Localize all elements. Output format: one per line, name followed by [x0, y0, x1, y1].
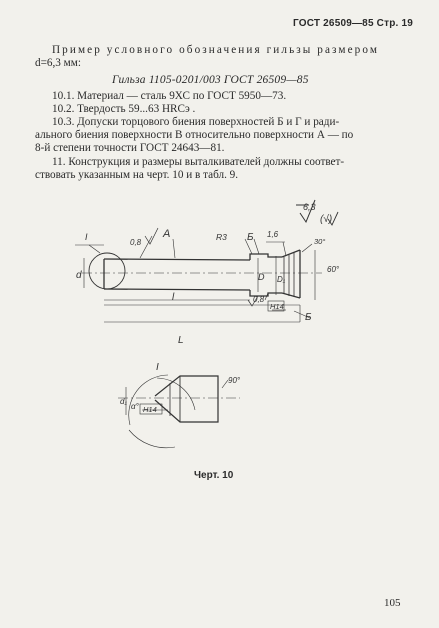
page-header: ГОСТ 26509—85 Стр. 19: [293, 18, 413, 29]
figure-caption: Черт. 10: [194, 470, 234, 481]
designation-example: Гильза 1105-0201/003 ГОСТ 26509—85: [112, 74, 309, 86]
dim-big-l-label: L: [178, 335, 184, 346]
dim-big-d-label: D: [258, 272, 265, 282]
detail-angle-alpha-label: α°: [131, 402, 139, 411]
item-10-3-line2: ального биения поверхности В относительно поверхности А — по: [35, 129, 354, 141]
example-intro-line: Пример условного обозначения гильзы размером: [52, 44, 380, 56]
roughness-face-label: 0,8: [253, 295, 265, 304]
item-10-3-line3: 8-й степени точности ГОСТ 24643—81.: [35, 142, 225, 154]
detail-h14-label: Н14: [143, 405, 157, 414]
view-label: I: [85, 232, 88, 242]
roughness-main-label: 0,8: [130, 238, 142, 247]
item-10-2: 10.2. Твердость 59...63 HRCэ .: [52, 103, 196, 115]
dim-d-label: d: [76, 270, 82, 281]
item-11-line1: 11. Конструкция и размеры выталкивателей должны соответ-: [52, 156, 345, 168]
detail-d1-label: d₁: [120, 397, 127, 406]
h14-label: Н14: [270, 302, 284, 311]
surface-b-label: Б: [305, 312, 312, 323]
chamfer-label: 1,6: [267, 230, 279, 239]
surface-a-label: A: [163, 228, 171, 240]
radius-label: R3: [216, 232, 227, 242]
item-10-1: 10.1. Материал — сталь 9ХС по ГОСТ 5950—73.: [52, 90, 287, 102]
dim-l-label: l: [172, 292, 175, 303]
roughness-bracket-label: (√): [320, 214, 333, 225]
item-11-line2: ствовать указанным на черт. 10 и в табл. 9.: [35, 169, 239, 181]
item-10-3-line1: 10.3. Допуски торцового биения поверхностей Б и Г и ради-: [52, 116, 340, 128]
angle-60-label: 60°: [327, 265, 340, 274]
detail-view-label: I: [156, 362, 159, 373]
chamfer-angle-label: 30°: [314, 237, 326, 246]
page-number: 105: [384, 597, 401, 609]
surface-b-top-label: Б: [247, 232, 254, 243]
dim-d1-label: D₁: [277, 275, 286, 284]
roughness-general-label: 6,3: [303, 202, 316, 212]
example-size-line: d=6,3 мм:: [35, 57, 81, 69]
detail-angle-90-label: 90°: [228, 376, 241, 385]
